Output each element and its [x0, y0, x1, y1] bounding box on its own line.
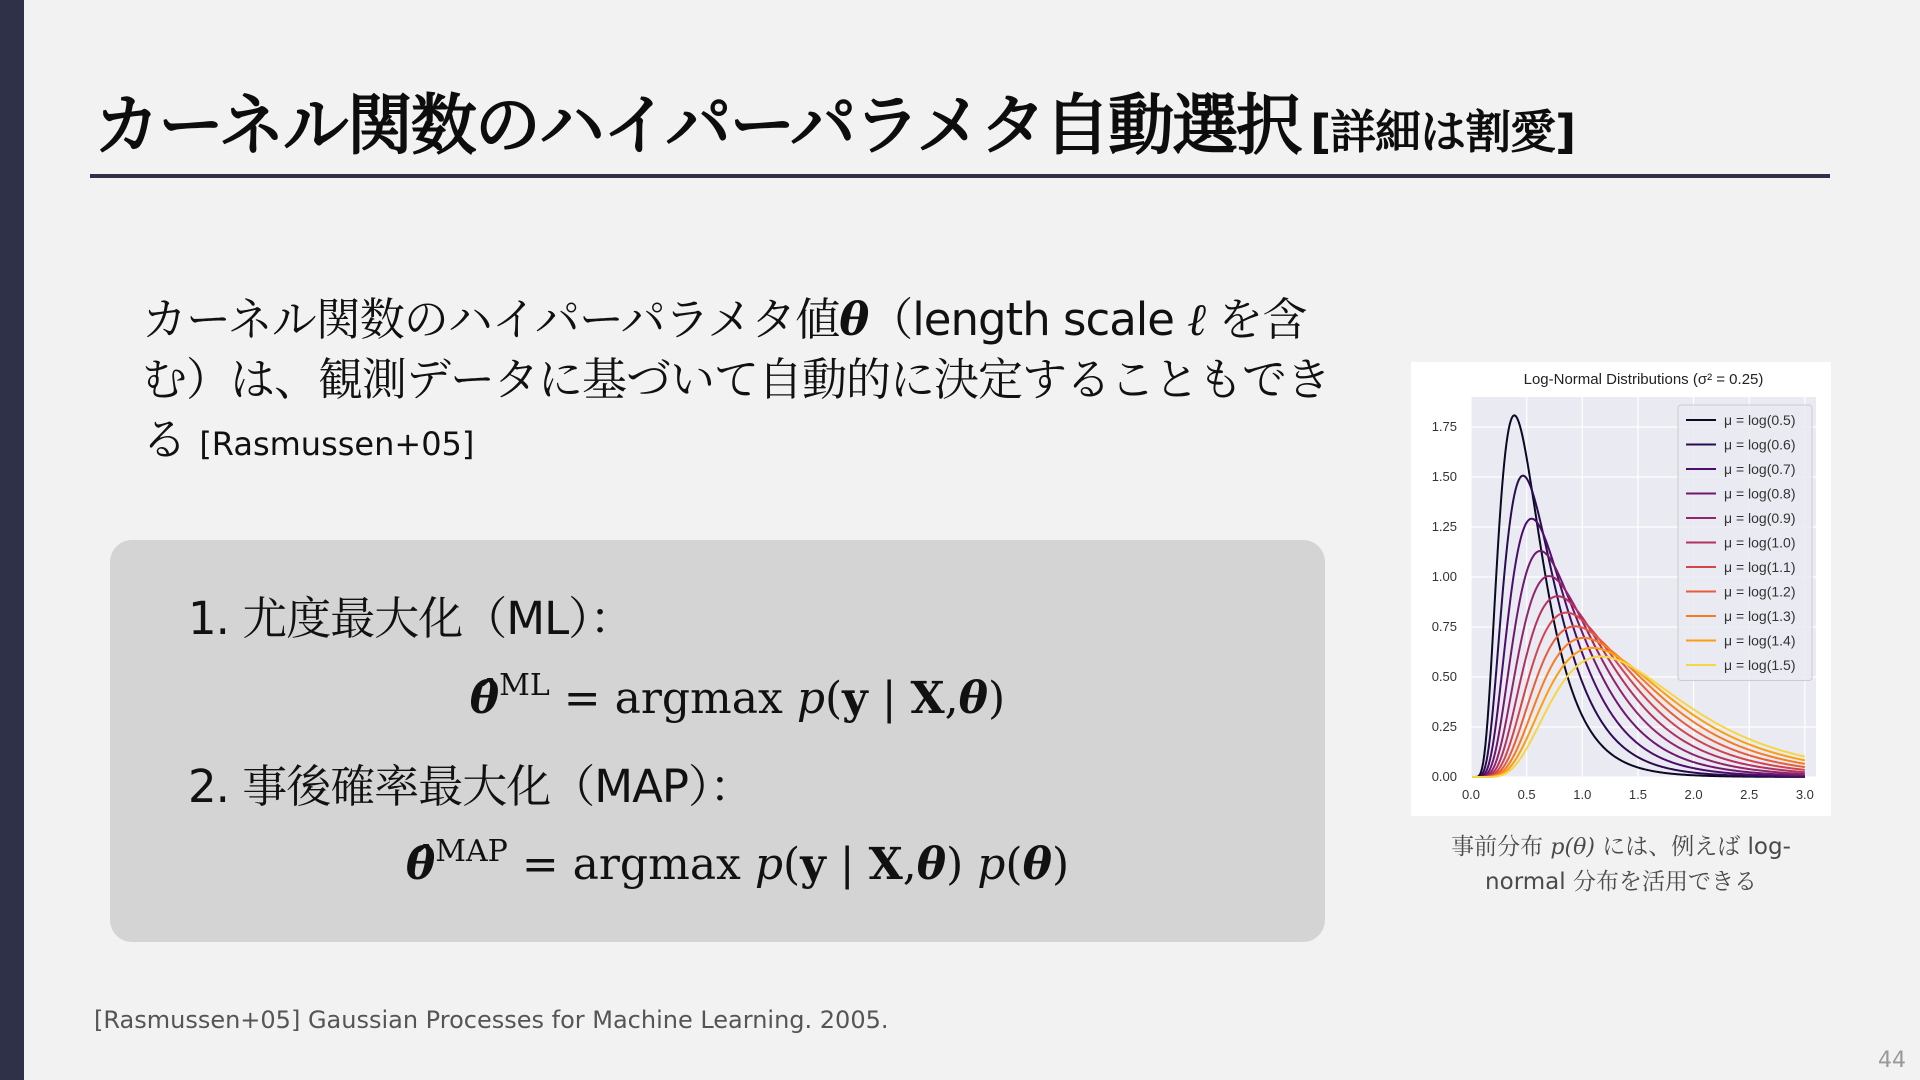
x-tick-label: 2.5 [1740, 787, 1759, 802]
method-ml-label: 1. 尤度最大化（ML）： [188, 592, 634, 645]
intro-citation: [Rasmussen+05] [199, 425, 475, 463]
legend-label: μ = log(0.7) [1724, 461, 1796, 477]
slide-title [94, 72, 1575, 167]
equation-map: θ̂$^{MAP}$ = argmax p(y | X,θ) p(θ) [405, 834, 1070, 890]
ell-symbol: ℓ [1187, 293, 1206, 346]
legend-label: μ = log(0.6) [1724, 436, 1796, 453]
method-map-label: 2. 事後確率最大化（MAP）： [188, 760, 754, 813]
chart-caption: 事前分布 p(θ) には、例えば log-normal 分布を活用できる [1451, 834, 1791, 895]
lognormal-chart-svg [1411, 362, 1831, 816]
y-tick-label: 1.50 [1431, 469, 1457, 484]
x-tick-label: 2.0 [1684, 787, 1703, 802]
y-tick-label: 0.25 [1431, 719, 1457, 734]
legend-label: μ = log(1.0) [1724, 534, 1796, 551]
x-tick-label: 1.5 [1628, 787, 1647, 802]
x-tick-label: 1.0 [1573, 787, 1592, 802]
methods-box [110, 540, 1325, 942]
legend-label: μ = log(0.9) [1724, 510, 1796, 526]
x-tick-label: 3.0 [1795, 787, 1814, 802]
x-tick-label: 0.0 [1461, 787, 1481, 802]
title-divider [90, 174, 1830, 178]
y-tick-label: 1.75 [1431, 419, 1457, 434]
accent-sidebar [0, 0, 24, 1080]
intro-paragraph [142, 290, 1362, 474]
chart-title: Log-Normal Distributions (σ² = 0.25) [1523, 371, 1764, 388]
y-tick-label: 0.50 [1431, 669, 1457, 684]
legend-label: μ = log(1.4) [1724, 632, 1796, 649]
intro-text-a: カーネル関数のハイパーパラメタ値 [142, 293, 840, 346]
slide-title-main: カーネル関数のハイパーパラメタ自動選択 [94, 87, 1301, 164]
legend-label: μ = log(1.1) [1724, 559, 1796, 575]
intro-text-c: を含む）は、観測データに基づいて自動的に決定することもできる [142, 293, 1331, 466]
y-tick-label: 0.75 [1431, 619, 1457, 634]
legend-label: μ = log(1.5) [1724, 657, 1796, 673]
legend-label: μ = log(1.2) [1724, 583, 1796, 600]
slide-title-note: [詳細は割愛] [1310, 105, 1576, 159]
legend-label: μ = log(0.5) [1724, 412, 1796, 428]
equation-ml: θ̂$^{ML}$ = argmax p(y | X,θ) [469, 668, 1006, 724]
intro-text-b: （length scale [868, 293, 1188, 346]
y-tick-label: 0.00 [1431, 769, 1457, 784]
reference-footnote: [Rasmussen+05] Gaussian Processes for Machine Learning. 2005. [94, 1006, 889, 1034]
y-tick-label: 1.00 [1431, 569, 1457, 584]
theta-symbol: θ [839, 293, 869, 346]
lognormal-chart [1411, 362, 1831, 816]
page-number: 44 [1878, 1048, 1906, 1073]
legend-label: μ = log(0.8) [1724, 485, 1796, 502]
legend-label: μ = log(1.3) [1724, 608, 1796, 624]
x-tick-label: 0.5 [1517, 787, 1536, 802]
y-tick-label: 1.25 [1431, 519, 1457, 534]
